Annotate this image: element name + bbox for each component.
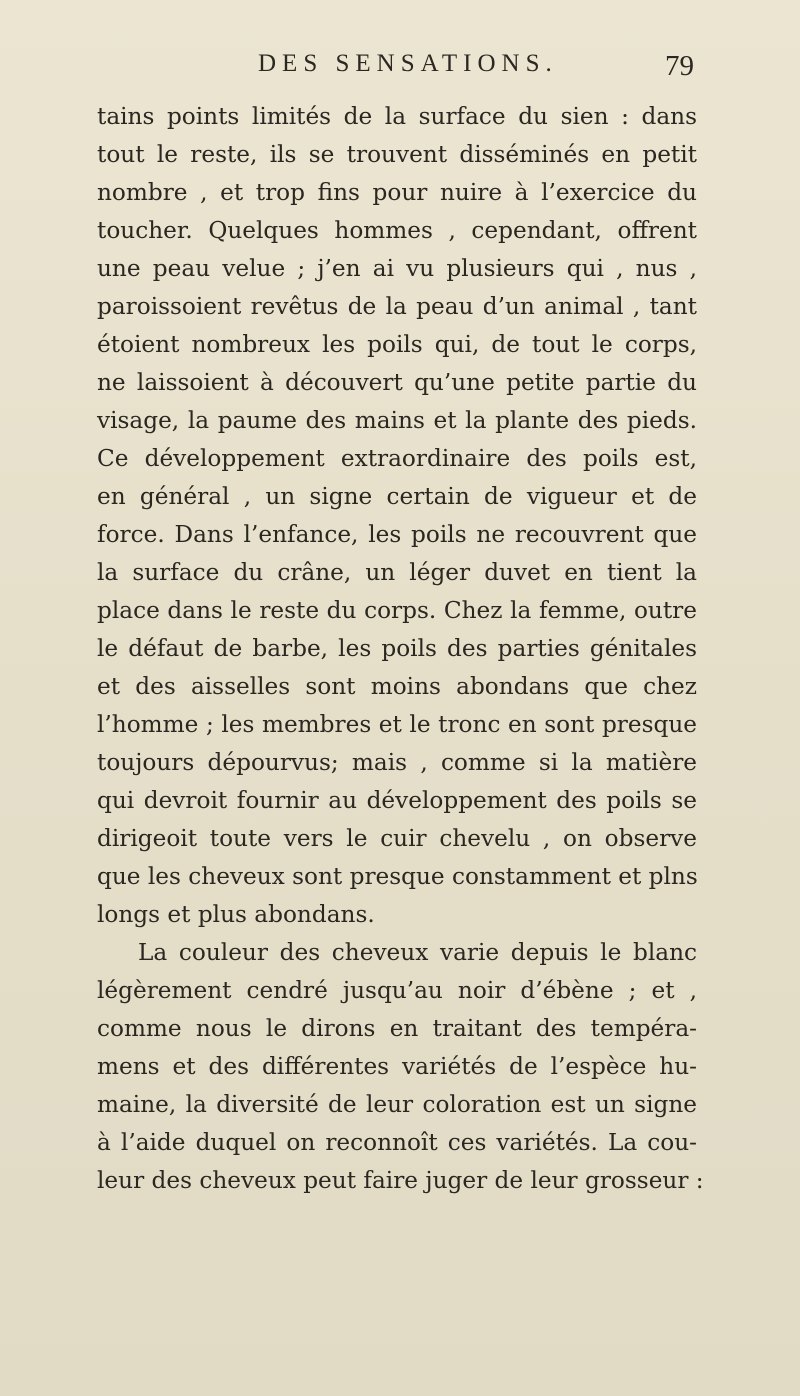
text-line: nombre , et trop fins pour nuire à l’exercice du [97,179,697,206]
text-line: à l’aide duquel on reconnoît ces variétés. La cou- [97,1129,697,1156]
text-line: et des aisselles sont moins abondans que chez [97,673,697,700]
text-line: qui devroit fournir au développement des poils se [97,787,697,814]
text-line: ne laissoient à découvert qu’une petite partie du [97,369,697,396]
text-line: mens et des différentes variétés de l’espèce hu- [97,1053,697,1080]
text-line: la surface du crâne, un léger duvet en tient la [97,559,697,586]
text-line: force. Dans l’enfance, les poils ne recouvrent que [97,521,697,548]
text-line: place dans le reste du corps. Chez la femme, outre [97,597,697,624]
text-line: légèrement cendré jusqu’au noir d’ébène ; et , [97,977,697,1004]
text-line: le défaut de barbe, les poils des parties génitales [97,635,697,662]
running-head: DES SENSATIONS. [258,50,558,77]
text-line: comme nous le dirons en traitant des tempéra- [97,1015,697,1042]
text-line: une peau velue ; j’en ai vu plusieurs qui , nus , [97,255,697,282]
text-line: en général , un signe certain de vigueur et de [97,483,697,510]
text-line: tout le reste, ils se trouvent disséminés en petit [97,141,697,168]
text-line: Ce développement extraordinaire des poils est, [97,445,697,472]
text-line: dirigeoit toute vers le cuir chevelu , on observe [97,825,697,852]
text-line: paroissoient revêtus de la peau d’un animal , tant [97,293,697,320]
text-line: maine, la diversité de leur coloration est un signe [97,1091,697,1118]
text-line: toujours dépourvus; mais , comme si la matière [97,749,697,776]
text-line: étoient nombreux les poils qui, de tout le corps, [97,331,697,358]
text-line: l’homme ; les membres et le tronc en sont presque [97,711,697,738]
text-line: leur des cheveux peut faire juger de leur grosseur : [97,1167,704,1194]
text-line: tains points limités de la surface du sien : dans [97,103,697,130]
text-line: que les cheveux sont presque constamment et plns [97,863,698,890]
text-line: longs et plus abondans. [97,901,375,928]
text-line: toucher. Quelques hommes , cependant, offrent [97,217,697,244]
text-line: visage, la paume des mains et la plante des pieds. [97,407,697,434]
text-line: La couleur des cheveux varie depuis le blanc [138,939,697,966]
page-number: 79 [665,50,694,82]
